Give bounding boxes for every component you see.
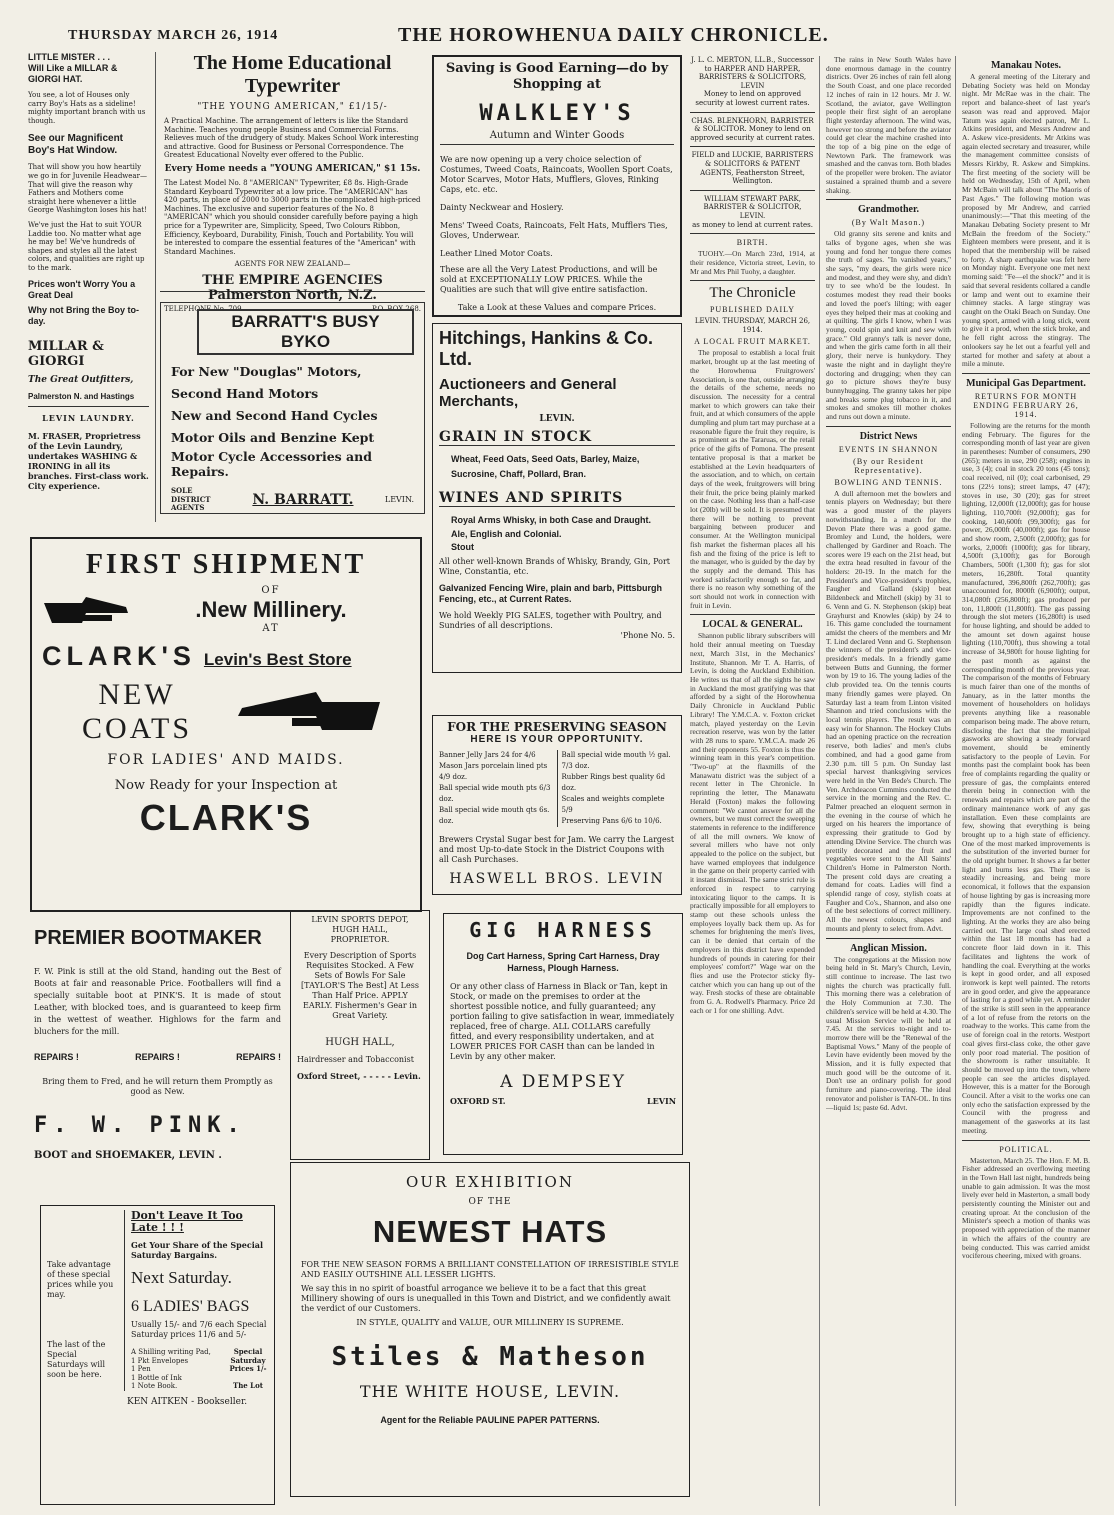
column-4	[690, 56, 820, 1506]
millar-p1: You see, a lot of Houses only carry Boy's Hats as a sideline! mighty important branch with us though.	[28, 91, 146, 125]
bowling-article: A dull afternoon met the bowlers and tennis players on Wednesday; but there was a good muster of the players notwithstanding. In a match for the Devon Plate there was a good game. Bromley and Lund, the holders, were challenged by Gardiner and Roach. The scores were 19 each on the 21st head, but the extra head resulted in favour of the holders: 20-19. In the match for the President's and Vice-president's trophies, Faugher and Galland (skip) beat Bildenbeck and Mitchell (skip) by 31 to 6. Venn and G. N. Stephenson (skip) beat Grayhurst and Knowles (skip) by 24 to 16. This game concluded the tournament amidst the cheers of the members and Mr T. Lind declared Venn and G. Stephenson the winners of the president's and vice-president's medals. In a friendly game between Butts and Gunning, the former won by 19 to 16. The young ladies of the club provided tea. On the tennis courts many friendly games were played. On Saturday last a team from Linton visited Shannon and tried conclusions with the local tennis players. The result was an easy win for Shannon. The Hockey Clubs had an opening practice on the recreation reserve, both ladies' and men's clubs combined, and had a good game from 2.30 p.m. till 5 p.m. On Sunday last special harvest thanksgiving services were held in the Ven Bede's Church. The Ven. Archdeacon Cummins conducted the service in the morning and the Rev. C. Palmer preached an eloquent sermon in the evening in the course of which he urged on his hearers the importance of expressing their gratitude to God by attending Divine Service. The church was prettily decorated and the fruit and vegetables were sent to the All Saints' Children's Home in Palmerston North. The present cold days are creating a demand for coats. Ladies will find a splendid range of cosy, stylish coats at Faugher and Co's., Shannon, and also one of the best selections of correct millinery. All the newest colours, shapes and mounts and plenty to select from. Advt.	[826, 488, 951, 933]
walkley-p1: We are now opening up a very choice selection of Costumes, Tweed Coats, Raincoats, Woollen Sport Coats, Motor Scarves, Motor Hats, Mufflers, Gloves, Rinking Caps, etc. etc.	[440, 155, 673, 194]
barratt-line-3: New and Second Hand Cycles	[171, 408, 378, 423]
aitken-lot: The Lot	[232, 1380, 263, 1390]
hall-sub: Hairdresser and Tobacconist	[297, 1055, 414, 1064]
typewriter-box: P.O. BOX 268.	[372, 304, 421, 313]
blenkhorn-card: CHAS. BLENKHORN, BARRISTER & SOLICITOR. Money to lend on approved security at current rates.	[690, 116, 815, 142]
bowling-heading: BOWLING AND TENNIS.	[834, 477, 943, 487]
park-card: WILLIAM STEWART PARK, BARRISTER & SOLICITOR, LEVIN.	[703, 194, 802, 220]
millar-h2: Will Like a MILLAR & GIORGI HAT.	[28, 63, 118, 84]
haswell-name: HASWELL BROS. LEVIN	[449, 871, 665, 887]
aitken-body	[47, 1210, 268, 1391]
haswell-right-2: Rubber Rings best quality 6d doz.	[561, 773, 666, 792]
rain-article: The rains in New South Wales have done enormous damage in the country districts. Over 26 inches of rain fell along the South Coast, and one place recorded 12 inches of rain in 12 hours. Mr J. W. Scotland, the aviator, gave Wellington people their first sight of an aeroplane flight yesterday afternoon. The wind was, however too strong and before the aviator could get clear the machine crashed into the top of a big pine on the edge of Newtown Park. The framework was smashed and the canvas torn. Both blades of the propeller were broken. The aviator sustained a sprained thumb and a severe shaking.	[826, 56, 951, 195]
millar-h5: Why not Bring the Boy to-day.	[28, 304, 139, 326]
aitken-name: KEN AITKEN - Bookseller.	[127, 1396, 248, 1407]
political-heading: POLITICAL.	[999, 1144, 1053, 1154]
hitchings-grain: GRAIN IN STOCK	[439, 429, 675, 446]
aitken-side2: The last of the Special Saturdays will soon be here.	[47, 1340, 106, 1379]
fruit-article: The proposal to establish a local fruit market, brought up at the last meeting of the Horowhenua Fruitgrowers' Association, is one that, outside arranging the details of the scheme, needs no discussion. The necessity for a central market to which growers can take their fruit, and at which consumers of the apple dumpling and plum tart may purchase at a reasonable figure the fruit they require, is as prominent as the Tararuas, or the retail price of the gifts of Pomona. The present tentative proposal is that a market be established at the Levin headquarters of the association, and to which, on certain days of the week, fruitgrowers will bring their fruit, the price being plainly marked on the case. Nothing less than a half-case lot (20lb) will be sold. It is presumed that there will be nothing to prevent bargaining between producer and consumer. At the Wellington municipal fish market the fisherman places all his fish and the fixing of the price is left to the manager, who is guided by the day by the supply and the demand. This has worked satisfactorily enough so far, and there is no reason why something of the sort should not work in connection with fruit in Levin.	[690, 348, 815, 610]
haswell-right-3: Scales and weights complete 5/9	[561, 795, 665, 814]
masthead-date: THURSDAY MARCH 26, 1914	[68, 28, 279, 43]
pink-h: PREMIER BOOTMAKER	[34, 927, 262, 949]
aitken-item-1: A Shilling writing Pad,	[131, 1348, 211, 1356]
clarks-for: FOR LADIES' AND MAIDS.	[107, 752, 345, 768]
local-heading: LOCAL & GENERAL.	[702, 619, 803, 631]
hitchings-w4: All other well-known Brands of Whisky, Brandy, Gin, Port Wine, Constantia, etc.	[439, 557, 671, 576]
pink-repairs-3: REPAIRS !	[236, 1052, 281, 1062]
shannon-heading: EVENTS IN SHANNON	[838, 444, 939, 454]
barratt-name: N. BARRATT.	[252, 491, 354, 508]
aitken-usual: Usually 15/- and 7/6 each Special Saturday prices 11/6 and 5/-	[131, 1320, 267, 1339]
hitchings-loc: LEVIN.	[539, 414, 575, 424]
barratt-line-5: Motor Cycle Accessories and Repairs.	[171, 449, 372, 479]
millar-h1: LITTLE MISTER . . .	[28, 52, 110, 62]
clarks-name: CLARK'S	[42, 641, 196, 671]
typewriter-p1: A Practical Machine. The arrangement of letters is like the Standard Machine. Teaches young people Business and Commercial Forms. Relieves much of the drudgery of study. Makes School Work interesting and attractive. Good for Business or Personal Correspondence. The Greatest Educational Novelty ever offered to the Public.	[164, 117, 419, 160]
column-2	[160, 52, 425, 514]
barratt-h: BARRATT'S BUSY BYKO	[197, 309, 414, 355]
hall-loc: Oxford Street, - - - - - Levin.	[297, 1071, 421, 1081]
walkley-ad	[432, 55, 682, 317]
dempsey-loc: LEVIN	[647, 1096, 676, 1106]
hitchings-w5: Galvanized Fencing Wire, plain and barb, Pittsburgh Fencing, etc., at Current Rates.	[439, 583, 662, 604]
field-card: FIELD and LUCKIE, BARRISTERS & SOLICITORS & PATENT AGENTS, Featherston Street, Wellington.	[691, 151, 814, 186]
hitchings-h: Hitchings, Hankins & Co. Ltd.	[439, 328, 654, 369]
millar-h4: Prices won't Worry You a Great Deal	[28, 278, 136, 300]
aitken-bags: 6 LADIES' BAGS	[131, 1298, 250, 1315]
walkley-p2: These are all the Very Latest Productions, and will be sold at EXCEPTIONALLY LOW PRICES. While the Qualities are such that will give entire satisfaction.	[440, 265, 658, 294]
typewriter-h: The Home Educational Typewriter	[193, 52, 392, 97]
typewriter-h2: Every Home needs a "YOUNG AMERICAN," $1 15s.	[164, 163, 421, 174]
hitchings-w1: Royal Arms Whisky, in both Case and Draught.	[451, 515, 652, 525]
aitken-p1: Get Your Share of the Special Saturday Bargains.	[131, 1240, 263, 1260]
hitchings-ad	[432, 323, 682, 673]
barratt-ad	[160, 302, 425, 514]
stiles-h2: NEWEST HATS	[372, 1214, 608, 1249]
clarks-row3	[42, 678, 410, 746]
hall-l1: LEVIN SPORTS DEPOT,	[311, 915, 409, 924]
haswell-right-4: Preserving Pans 6/6 to 10/6.	[561, 817, 662, 825]
millar-name: MILLAR & GIORGI	[28, 338, 104, 369]
aitken-special: Special Saturday Prices 1/-	[229, 1347, 267, 1374]
hall-ad	[290, 910, 430, 1160]
aitken-main	[125, 1210, 268, 1391]
district-heading: District News	[859, 430, 918, 442]
walkley-l3: Leather Lined Motor Coats.	[440, 249, 553, 258]
grandmother-article: Old granny sits serene and knits and talks of bygone ages, when she was young and fond her tongue there comes the truth of sages. "In vanished years," she says, "my dears, the girls were nice and modest, and they were shy, and didn't try to see who'd be the loudest. In costumes modest they read their books and loved the poet's lilting; with eager eyes they helped their mas at cooking and at quilting. The girls I know, when I was young, could spin and knit and sew with grace." Old granny's talk is never done, and when the girls came forth in all their glory, their nerve is hunkydory. They waste the night and in daylight they're doctoring and drugging; when they can go to picture shows they're busy bunnyhugging. The granny takes her pipe and breaks some plug tobacco in it, and smokes and smokes till mother chokes and runs out down a minute.	[826, 229, 951, 422]
stiles-of: OF THE	[468, 1197, 512, 1207]
haswell-left-3: Ball special wide mouth pts 6/3 doz.	[439, 784, 551, 803]
gas-article: Following are the returns for the month ending February. The figures for the corresponding month of last year are given in parentheses: Number of consumers, 290 (265); meters in use, 290 (258); engines in use, 3 (4); coal in stock 20 tons (45 tons); coal received, nil (0); coal carbonised, 29 tons (22½ tons); street lamps, 47 (47); stoves in use, 30 (20); gas for street lighting, 12,000ft (12,000ft); gas for house lighting, 110,700ft (92,000ft); gas for cooking, 140,600ft (99,300ft); gas for power, 26,000ft (40,000ft); gas for house and show room, 2,500ft (2,000ft); gas for works, 2,000ft (1000ft); gas for library, 4,500ft (3,100ft); gas for Borough Chambers, 500ft (1,300 ft); gas for slot meters, 16,280ft. Total quantity manufactured, 396,800ft (262,700ft); gas unaccounted for, 8000ft (6,900ft); output, 314,080ft (256,800ft); gas produced per ton, 11,800ft (11,800ft). The gas passing through the slot meters (16,280ft) is used for house lighting, and should be added to the amount set down against house lighting (110,700ft), thus showing a total increase of 34,980ft for house lighting for the past month as against the corresponding month of the previous year. The comparison of the months of February is much fairer than one of the months of January, as in the latter months the movement of householders on holidays prevents anything like a reasonable comparison being made. The above return, disclosing the fact that the municipal gasworks are showing a steady forward movement, should be eminently satisfactory to the people of Levin. For months past the complaint book has been free of complaints regarding the quality or pressure of gas, the complaints entered therein being in connection with the renewals and repairs which are part of the ordinary maintenance work of any gas installation. Even these complaints are few, showing that everything is being brought up to a high state of efficiency. One of the most marked improvements is the substitution of the inverted burner for the old upright burner. It shows a far better light and burns less gas. Their use is steadily increasing, and being more economical, it follows that the expansion of house lighting by gas is increasing more rapidly than the figures indicate. Improvements are not confined to the lighting. At the works they are also being carried out. The large coal shed erected within the last 18 months has had a concrete floor laid down in it. This facilitates and lightens the work of handling the coal. Everything at the works is kept in good order, and all exposed ironwork is kept well painted. The retorts are in good order, and give the appearance of lasting for a good while yet. A reminder of the strike is still seen in the appearance of a lot of refuse from the retorts on the roadway to the works. This came from the use of foreign coal in the retorts. Westport coal gives first-class coke, the other gave only poor road material. The position of the showroom is rather unsuitable. It should be moved up into the town, where people can see the articles displayed. However, this is a matter for the Borough Council. After a visit to the works one can only echo the satisfaction expressed by the Council with the progress and management of the gasworks at its last meeting.	[962, 420, 1090, 1135]
walkley-l1: Dainty Neckwear and Hosiery.	[440, 203, 564, 212]
walkley-h1: Saving is Good Earning—do by Shopping at	[445, 61, 669, 92]
clarks-h1: FIRST SHIPMENT	[85, 549, 367, 580]
aitken-items-row	[131, 1348, 268, 1391]
clarks-ready: Now Ready for your Inspection at	[114, 778, 338, 793]
chronicle-pub: PUBLISHED DAILY	[709, 305, 796, 315]
grandmother-by: (By Walt Mason.)	[851, 218, 926, 228]
clarks-tag: Levin's Best Store	[203, 650, 352, 669]
pink-name: F. W. PINK.	[34, 1113, 246, 1138]
dempsey-p: Or any other class of Harness in Black or Tan, kept in Stock, or made on the premises to order at the shortest possible notice, and fully guaranteed; any portion failing to give satisfaction in wear, immediately replaced, free of charge. ALL COLLARS carefully fitted, and every responsibility undertaken, and at LOWER PRICES FOR CASH than can be landed in Levin by any other maker.	[450, 982, 675, 1061]
clarks-name2: CLARK'S	[139, 797, 313, 838]
aitken-ad	[40, 1205, 275, 1505]
column-5	[826, 56, 956, 1506]
barratt-line-2: Second Hand Motors	[171, 386, 319, 401]
clarks-at: AT	[262, 623, 280, 634]
masthead-title: THE HOROWHENUA DAILY CHRONICLE.	[398, 24, 829, 46]
laundry-p: M. FRASER, Proprietress of the Levin Laundry, undertakes WASHING & IRONING in all its branches. First-class work. City experience.	[28, 430, 149, 491]
clarks-mill: .New Millinery.	[195, 597, 347, 622]
hall-l3: PROPRIETOR.	[330, 935, 390, 944]
pink-repairs	[34, 1052, 281, 1063]
pink-p2: Bring them to Fred, and he will return them Promptly as good as New.	[42, 1077, 273, 1096]
column-6	[962, 56, 1090, 1506]
aitken-item-3: 1 Pen	[131, 1365, 151, 1374]
hitchings-phone: 'Phone No. 5.	[620, 631, 675, 640]
hall-p: Every Description of Sports Requisites Stocked. A Few Sets of Bowls For Sale [TAYLOR'S The Best] At Less Than Half Price. APPLY EARLY. Fishermen's Gear in Great Variety.	[301, 951, 419, 1020]
millar-h3: See our Magnificent Boy's Hat Window.	[28, 133, 124, 157]
barratt-footer	[171, 487, 414, 513]
pointing-hand-left-icon	[232, 682, 382, 742]
haswell-right-1: Ball special wide mouth ½ gal. 7/3 doz.	[561, 751, 671, 770]
haswell-left	[439, 750, 558, 827]
typewriter-firm: THE EMPIRE AGENCIES Palmerston North, N.Z.	[202, 272, 383, 303]
merton-card2: Money to lend on approved security at lowest current rates.	[695, 90, 810, 107]
haswell-left-4: Ball special wide mouth qts 6s. doz.	[439, 806, 550, 825]
aitken-h: Don't Leave It Too Late ! ! !	[131, 1209, 243, 1234]
haswell-left-2: Mason Jars porcelain lined pts 4/9 doz.	[439, 762, 548, 781]
masthead	[68, 24, 1068, 48]
stiles-name: Stiles & Matheson	[331, 1342, 649, 1372]
clarks-new: NEW	[98, 678, 176, 711]
fruit-heading: A LOCAL FRUIT MARKET.	[694, 337, 811, 347]
aitken-side	[47, 1210, 125, 1391]
hitchings-w3: Stout	[451, 542, 474, 552]
pink-repairs-2: REPAIRS !	[135, 1052, 180, 1062]
clarks-ad	[30, 537, 422, 912]
millar-loc: Palmerston N. and Hastings	[28, 391, 135, 401]
haswell-right	[558, 750, 676, 827]
hitchings-g1: Wheat, Feed Oats, Seed Oats, Barley, Maize, Sucrosine, Chaff, Pollard, Bran.	[451, 454, 640, 479]
gas-returns: RETURNS FOR MONTH ENDING FEBRUARY 26, 1914.	[973, 391, 1079, 419]
dempsey-name: A DEMPSEY	[500, 1072, 626, 1092]
walkley-aw: Autumn and Winter Goods	[440, 130, 674, 145]
merton-card: J. L. C. MERTON, LL.B., Successor to HARPER AND HARPER, BARRISTERS & SOLICITORS, LEVIN	[691, 56, 814, 90]
stiles-h1: OUR EXHIBITION	[406, 1173, 574, 1191]
millar-p2: That will show you how heartily we go in for Juvenile Headwear—That will give the reason why Fathers and Mothers come straight here whenever a little George Washington loses his hat!	[28, 163, 147, 215]
manakau-article: A general meeting of the Literary and Debating Society was held on Monday night. Mr McRae was in the chair. The report and balance-sheet of last year's season was read and approved. Major Tatum was again elected patron, Mr L. Atkins president, and Messrs Andrew and A. Askew vice-presidents. Mr Atkins was again elected secretary and treasurer, while the management committee consists of Messrs Kirkby, R. Askew and Simpkins. The first meeting of the society will be held on Wednesday, 15th of April, when Mr McBain will talk about "The Maoris of Past Ages." The following motion was proposed by Mr Andrew, and carried unanimously:—"That this meeting of the Manakau Debating Society present to Mr McBain the freedom of the Society." Eighteen members were present, and it is hoped that the membership will be raised to forty. A sharp earthquake was felt here on Monday night. Everyone one met next morning said: "Fe—el the shock?" and it is said that several residents collared a candle or lamp and went out to examine their chimney stacks. A large stingray was caught on the Otaki Beach on Sunday. One young sport, armed with a long stick, went to give it a prod, when the stick broke, and he fell right across the stingray. The onlookers say he let out a fearful yell and started for mother and safety at about a mile a minute.	[962, 72, 1090, 369]
typewriter-agents: AGENTS FOR NEW ZEALAND—	[234, 260, 351, 269]
barratt-agents: SOLE DISTRICT AGENTS	[171, 486, 211, 513]
aitken-next: Next Saturday.	[131, 1268, 232, 1287]
hall-l2: HUGH HALL,	[332, 925, 388, 934]
typewriter-tel: TELEPHONE No. 709.	[164, 304, 244, 313]
walkley-name: WALKLEY'S	[479, 101, 635, 126]
hitchings-w2: Ale, English and Colonial.	[451, 529, 562, 539]
dempsey-ad	[443, 913, 683, 1155]
dempsey-st: OXFORD ST.	[450, 1096, 506, 1106]
aitken-side1: Take advantage of these special prices while you may.	[47, 1260, 114, 1299]
pointing-hand-icon	[42, 589, 132, 631]
typewriter-ad	[160, 52, 425, 313]
walkley-l2: Mens' Tweed Coats, Raincoats, Felt Hats, Mufflers Ties, Gloves, Underwear.	[440, 221, 668, 240]
aitken-items	[131, 1348, 228, 1391]
laundry-h: LEVIN LAUNDRY.	[42, 412, 135, 423]
millar-sub: The Great Outfitters,	[28, 374, 134, 385]
manakau-heading: Manakau Notes.	[990, 60, 1061, 71]
birth-heading: BIRTH.	[736, 238, 769, 248]
birth-notice: TUOHY.—On March 23rd, 1914, at their residence, Victoria street, Levin, to Mr and Mrs Phil Tuohy, a daughter.	[690, 249, 815, 276]
stiles-foot: Agent for the Reliable PAULINE PAPER PATTERNS.	[380, 1415, 600, 1425]
dempsey-sub: Dog Cart Harness, Spring Cart Harness, Dray Harness, Plough Harness.	[466, 951, 660, 973]
barratt-lines	[171, 361, 414, 479]
aitken-item-4: 1 Bottle of Ink	[131, 1373, 182, 1382]
grandmother-heading: Grandmother.	[857, 204, 920, 216]
walkley-p3: Take a Look at these Values and compare Prices.	[457, 303, 657, 312]
park-card2: as money to lend at current rates.	[692, 220, 813, 229]
gas-heading: Municipal Gas Department.	[966, 377, 1086, 389]
stiles-ad	[290, 1162, 690, 1497]
stiles-p3: IN STYLE, QUALITY and VALUE, OUR MILLINERY IS SUPREME.	[356, 1318, 624, 1327]
column-1	[28, 52, 156, 522]
haswell-ad	[432, 715, 682, 895]
shannon-res: (By our Resident Representative).	[853, 456, 924, 475]
barratt-loc: LEVIN.	[384, 494, 414, 504]
dempsey-h: GIG HARNESS	[469, 918, 657, 942]
pink-p: F. W. Pink is still at the old Stand, handing out the Best of Boots at fair and reasonable Price. Footballers will find a specially suitable boot at PINK'S. It is made of stout Leather, with blocked toes, and is guaranteed to keep firm in the wettest of weather. Highlows for the farm and bluchers for the mill.	[34, 967, 281, 1036]
clarks-row2	[42, 641, 410, 672]
haswell-p: Brewers Crystal Sugar best for Jam. We carry the Largest and most Up-to-date Stock in the District Coupons with all Cash Purchases.	[439, 835, 675, 864]
haswell-left-1: Banner Jelly Jars 24 for 4/6	[439, 751, 536, 759]
clarks-row1	[42, 585, 410, 635]
clarks-of: OF	[261, 585, 281, 596]
hitchings-sub: Auctioneers and General Merchants,	[439, 376, 617, 410]
pink-ad	[30, 923, 285, 1195]
barratt-line-4: Motor Oils and Benzine Kept	[171, 430, 375, 445]
barratt-line-1: For New "Douglas" Motors,	[171, 364, 362, 379]
political-article: Masterton, March 25. The Hon. F. M. B. Fisher addressed an overflowing meeting in the Town Hall last night, hundreds being unable to gain admission. It was the most lively ever held in Masterton, a small body persistently counting the Minister out and creating uproar. At the conclusion of the Minister's speech a motion of thanks was proposed with appreciation of the manner in which the affairs of the country are being conducted. This was carried amidst vociferous cheering, mixed with groans.	[962, 1155, 1090, 1261]
chronicle-title: The Chronicle	[709, 285, 796, 302]
anglican-article: The congregations at the Mission now being held in St. Mary's Church, Levin, still continue to increase. The last two nights the church was practically full. This morning there was a celebration of the Holy Communion at 7.30. The children's service will be held at 4.30. The usual Mission Service will be held at 7.45. At the services to-night and to-morrow there will be the "Renewal of the Baptismal Vows." Many of the people of Levin have evidently been moved by the Mission, and it is fully expected that much good will be the outcome of it. Don't use an ordinary polish for good furniture and piano-covering. The ideal renovator and polisher is TAN-OL. In tins—liquid 1s; paste 6d. Advt.	[826, 954, 951, 1112]
typewriter-p2: The Latest Model No. 8 "AMERICAN" Typewriter, £8 8s. High-Grade Standard Keyboard Typewriter at a low price. The "AMERICAN" has 420 parts, in place of 2000 to 3000 parts in the complicated high-priced Machines. The exclusive and superior features of the No. 8 "AMERICAN" which you should consider carefully before paying a high price for a Typewriter are, Simplicity, Speed, Two Colours Ribbon, Efficiency, Keyboard, Durability, Finish, Touch and Portability. You will be interested to compare the essential features of the "American" with Standard Machines.	[164, 178, 421, 256]
stiles-p1: FOR THE NEW SEASON FORMS A BRILLIANT CONSTELLATION OF IRRESISTIBLE STYLE AND EASILY OUTSHINE ALL LESSER LIGHTS.	[301, 1260, 679, 1279]
hall-name: HUGH HALL,	[325, 1037, 395, 1048]
aitken-item-5: 1 Note Book.	[131, 1382, 178, 1391]
pink-sub: BOOT and SHOEMAKER, LEVIN .	[34, 1150, 222, 1161]
anglican-heading: Anglican Mission.	[850, 942, 927, 954]
pink-repairs-1: REPAIRS !	[34, 1052, 79, 1062]
hitchings-w6: We hold Weekly PIG SALES, together with Poultry, and Sundries of all descriptions.	[439, 611, 662, 630]
haswell-sub: HERE IS YOUR OPPORTUNITY.	[470, 734, 644, 745]
millar-p3: We've just the Hat to suit YOUR Laddie too. No matter what age he may be! We've hundreds of shapes and styles all the latest colors, and qualities are right up to the mark.	[28, 220, 145, 272]
aitken-price	[228, 1348, 268, 1391]
haswell-h: FOR THE PRESERVING SEASON	[447, 720, 667, 734]
stiles-sub: THE WHITE HOUSE, LEVIN.	[359, 1382, 621, 1401]
millar-ad	[28, 52, 156, 522]
typewriter-sub: "THE YOUNG AMERICAN," £1/15/-	[197, 102, 388, 112]
aitken-item-2: 1 Pkt Envelopes	[131, 1356, 189, 1365]
chronicle-date: LEVIN. THURSDAY, MARCH 26, 1914.	[694, 317, 811, 334]
clarks-coats: COATS	[81, 712, 193, 745]
dempsey-addr	[450, 1096, 676, 1106]
stiles-p2: We say this in no spirit of boastful arrogance we believe it to be a fact that this great Millinery showing of ours is unequalled in this Town and District, and we confidently await the verdict of our Customers.	[301, 1284, 671, 1313]
local-article: Shannon public library subscribers will hold their annual meeting on Tuesday next, March 31st, in the Mechanics' Institute, Shannon. Mr T. A. Harris, of Levin, is doing the Auckland Exhibition. He writes us that of all the sights he saw in Auckland the most gratifying was that afforded by a sight of the Horowhenua Daily Chronicle in Auckland Public Library! The Y.M.C.A. v. Foxton cricket match, played yesterday on the Levin recreation reserve, was won by the latter with 28 runs to spare. Y.M.C.A. made 26 and their opponents 55. Foxton is thus the winning team in this year's competition. "Two-up" at the flaxmills of the Manawatu district was the subject of a recent letter in The Chronicle. In reprinting the letter, The Manawatu Herald (Foxton) makes the following comment: "We cannot answer for all the owners, but we must correct the sweeping statements in reference to the indifference of all the mill owners. We know of several millers who have not only appealed to the police on the subject, but have warned employees that indulgence in the game on their property carried with it instant dismissal. The same strict rule is enforced in respect to carrying intoxicating liquor to the camps. It is practically impossible for all employers to stamp out these schools unless the employees loyally back them up. As for schemes for brightening the men's lives, can it be denied that certain of the employers in this district have expended hundreds of pounds in catering for their employees' comfort?" Wage war on the flies and use the Protector sticky fly-catcher which you can hang up out of the way. Fresh stocks of these are obtainable from G. A. Rodwell's Pharmacy. Price 2d each or 1 for one shilling. Advt.	[690, 631, 815, 1015]
hitchings-wines: WINES AND SPIRITS	[439, 490, 675, 507]
haswell-prices	[439, 750, 675, 827]
